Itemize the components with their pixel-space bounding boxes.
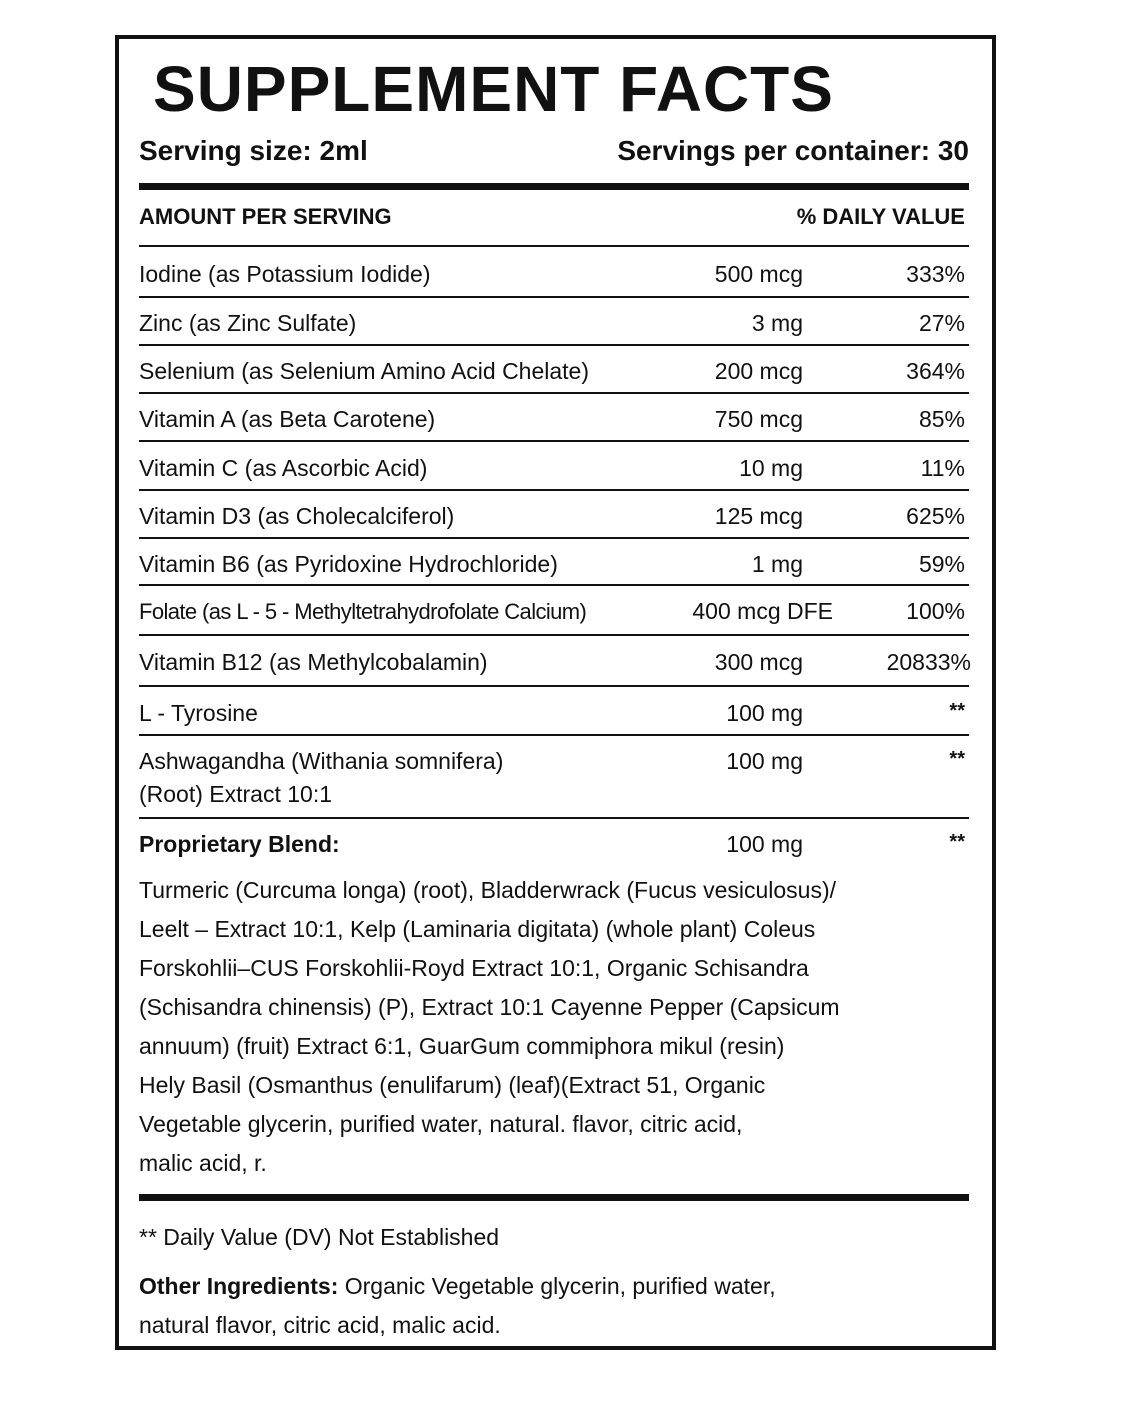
nutrient-amount: 125 mcg bbox=[714, 503, 803, 529]
serving-info bbox=[139, 131, 969, 171]
other-ingredients bbox=[139, 1267, 949, 1345]
other-ingredients-line: natural flavor, citric acid, malic acid. bbox=[139, 1312, 501, 1338]
divider bbox=[139, 537, 969, 539]
divider bbox=[139, 245, 969, 247]
nutrient-amount: 3 mg bbox=[751, 310, 803, 336]
supplement-facts-panel bbox=[115, 35, 996, 1350]
blend-line: annuum) (fruit) Extract 6:1, GuarGum commiphora mikul (resin) bbox=[139, 1033, 785, 1059]
nutrient-amount: 300 mcg bbox=[714, 649, 803, 675]
divider bbox=[139, 685, 969, 687]
nutrient-amount: 10 mg bbox=[739, 455, 803, 481]
nutrient-daily-value: 625% bbox=[906, 503, 965, 529]
divider bbox=[139, 296, 969, 298]
other-ingredients-label: Other Ingredients: bbox=[139, 1273, 339, 1299]
proprietary-blend-amount: 100 mg bbox=[726, 831, 803, 857]
amount-per-serving-heading: AMOUNT PER SERVING bbox=[139, 204, 392, 229]
serving-size: Serving size: 2ml bbox=[139, 135, 368, 166]
nutrient-daily-value: 100% bbox=[906, 598, 965, 624]
nutrient-amount: 500 mcg bbox=[714, 261, 803, 287]
nutrient-name: L - Tyrosine bbox=[139, 700, 258, 726]
thick-divider bbox=[139, 1194, 969, 1201]
panel-title: SUPPLEMENT FACTS bbox=[153, 53, 834, 125]
nutrient-name: Ashwagandha (Withania somnifera) bbox=[139, 748, 504, 774]
divider bbox=[139, 392, 969, 394]
nutrient-name-continued: (Root) Extract 10:1 bbox=[139, 781, 333, 807]
nutrient-name: Vitamin C (as Ascorbic Acid) bbox=[139, 455, 428, 481]
blend-line: Leelt – Extract 10:1, Kelp (Laminaria digitata) (whole plant) Coleus bbox=[139, 916, 816, 942]
nutrient-daily-value: ** bbox=[949, 748, 965, 770]
nutrient-name: Iodine (as Potassium Iodide) bbox=[139, 261, 431, 287]
nutrient-daily-value: 333% bbox=[906, 261, 965, 287]
divider bbox=[139, 489, 969, 491]
other-ingredients-text: Organic Vegetable glycerin, purified water, bbox=[338, 1273, 776, 1299]
blend-line: (Schisandra chinensis) (P), Extract 10:1 Cayenne Pepper (Capsicum bbox=[139, 994, 840, 1020]
nutrient-name: Zinc (as Zinc Sulfate) bbox=[139, 310, 357, 336]
nutrient-name: Folate (as L - 5 - Methyltetrahydrofolate Calcium) bbox=[139, 599, 587, 624]
nutrient-amount: 200 mcg bbox=[714, 358, 803, 384]
nutrient-name: Vitamin A (as Beta Carotene) bbox=[139, 406, 436, 432]
blend-line: Vegetable glycerin, purified water, natural. flavor, citric acid, bbox=[139, 1111, 743, 1137]
nutrient-daily-value: 85% bbox=[918, 406, 965, 432]
nutrient-name: Vitamin B6 (as Pyridoxine Hydrochloride) bbox=[139, 551, 558, 577]
other-ingredients-line bbox=[139, 1267, 949, 1306]
proprietary-blend-daily-value: ** bbox=[949, 831, 965, 853]
nutrient-daily-value: 11% bbox=[920, 455, 965, 481]
thick-divider bbox=[139, 183, 969, 190]
servings-per-container: Servings per container: 30 bbox=[617, 135, 969, 166]
nutrient-amount: 750 mcg bbox=[714, 406, 803, 432]
daily-value-footnote: ** Daily Value (DV) Not Established bbox=[139, 1224, 500, 1250]
nutrient-daily-value: 27% bbox=[918, 310, 965, 336]
blend-line: Hely Basil (Osmanthus (enulifarum) (leaf)(Extract 51, Organic bbox=[139, 1072, 766, 1098]
proprietary-blend-title: Proprietary Blend: bbox=[139, 831, 340, 857]
nutrient-amount: 400 mcg DFE bbox=[692, 598, 833, 624]
nutrient-amount: 1 mg bbox=[751, 551, 803, 577]
blend-line: Turmeric (Curcuma longa) (root), Bladderwrack (Fucus vesiculosus)/ bbox=[139, 877, 837, 903]
divider bbox=[139, 734, 969, 736]
daily-value-heading: % DAILY VALUE bbox=[796, 204, 965, 229]
divider bbox=[139, 817, 969, 819]
divider bbox=[139, 634, 969, 636]
blend-line: Forskohlii–CUS Forskohlii-Royd Extract 10:1, Organic Schisandra bbox=[139, 955, 809, 981]
nutrient-name: Vitamin B12 (as Methylcobalamin) bbox=[139, 649, 488, 675]
divider bbox=[139, 584, 969, 586]
nutrient-amount: 100 mg bbox=[726, 748, 803, 774]
nutrient-row bbox=[139, 745, 969, 815]
blend-line: malic acid, r. bbox=[139, 1150, 267, 1176]
nutrient-name: Vitamin D3 (as Cholecalciferol) bbox=[139, 503, 455, 529]
nutrient-name: Selenium (as Selenium Amino Acid Chelate) bbox=[139, 358, 590, 384]
nutrient-amount: 100 mg bbox=[726, 700, 803, 726]
divider bbox=[139, 440, 969, 442]
nutrient-daily-value: ** bbox=[949, 700, 965, 722]
nutrient-daily-value: 59% bbox=[918, 551, 965, 577]
proprietary-blend-ingredients bbox=[139, 871, 959, 1183]
nutrient-daily-value: 20833% bbox=[886, 649, 971, 675]
nutrient-daily-value: 364% bbox=[906, 358, 965, 384]
column-header bbox=[139, 199, 969, 235]
divider bbox=[139, 344, 969, 346]
